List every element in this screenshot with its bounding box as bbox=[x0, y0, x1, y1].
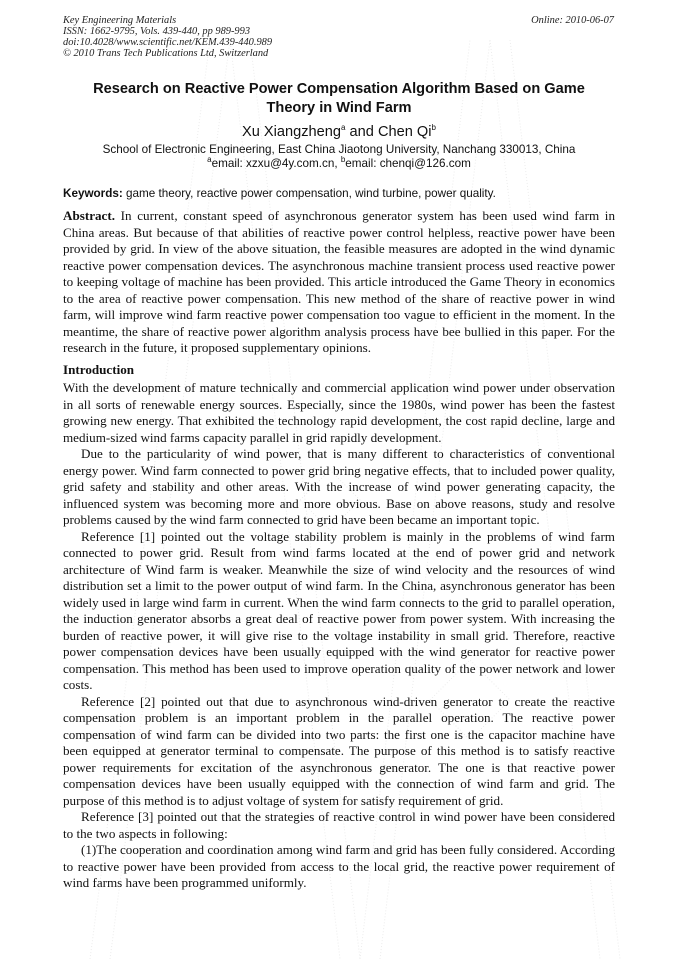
paragraph: With the development of mature technically and commercial application wind power under observation in all sorts of renewable energy sources. Especially, since the 1980s, wind power has been the fastest growing new energy. That exhibited the technology rapid development, the cost rapid decline, large and medium-sized wind farms capacity parallel in grid rapidly development. bbox=[63, 380, 615, 445]
journal-name: Key Engineering Materials bbox=[63, 15, 177, 26]
online-date: Online: 2010-06-07 bbox=[531, 15, 614, 26]
issn-line: ISSN: 1662-9795, Vols. 439-440, pp 989-993 bbox=[63, 26, 251, 37]
title-line-2: Theory in Wind Farm bbox=[266, 100, 412, 116]
copyright-line: © 2010 Trans Tech Publications Ltd, Switzerland bbox=[63, 48, 269, 59]
paragraph: Reference [3] pointed out that the strategies of reactive control in wind power have been considered to the two aspects in following: bbox=[63, 809, 615, 841]
keywords-label: Keywords: bbox=[63, 187, 123, 200]
abstract bbox=[63, 208, 615, 357]
email-mark: b bbox=[340, 155, 346, 165]
paragraph: Due to the particularity of wind power, that is many different to characteristics of conventional energy power. Wind farm connected to power grid bring negative effects, that to included power quality, grid safety and stability and other areas. With the increase of wind power generating capacity, the influenced system was becoming more and more obvious. Base on above reasons, study and resolve problems caused by the wind farm connected to grid have been became an important topic. bbox=[63, 446, 615, 527]
email-mark: a bbox=[207, 155, 212, 165]
paragraph: Reference [2] pointed out that due to asynchronous wind-driven generator to create the reactive compensation problem is an important problem in the parallel operation. The reactive power compensation of wind farm can be divided into two parts: the first one is the capacitor machine have been equipped at generator terminal to compensate. The purpose of this method is to satisfy reactive power requirements for excitation of the asynchronous generator. The one is that reactive power compensation devices have been usually equipped with the connection of wind farm and grid. The purpose of this method is to adjust voltage of system for satisfy requirement of grid. bbox=[63, 693, 615, 808]
abstract-label: Abstract. bbox=[63, 208, 115, 223]
abstract-text: In current, constant speed of asynchronous generator system has been used wind farm in China areas. But because of that abilities of reactive power control helpless, reactive power have been provided by grid. In view of the above situation, the feasible measures are adopted in the wind dynamic reactive power compensation devices. The asynchronous machine transient process used reactive power to keeping voltage of machine has been provided. This article introduced the Game Theory in economics to the area of reactive power compensation. This new method of the share of reactive power in wind farm, will improve wind farm reactive power compensation too vague to efficient in the moment. In the meantime, the share of reactive power algorithm analysis process have bee bullied in this paper. For the research in the future, it proposed supplementary opinions. bbox=[63, 208, 615, 355]
keywords-text: game theory, reactive power compensation, wind turbine, power quality. bbox=[122, 187, 496, 200]
paragraph: Reference [1] pointed out the voltage stability problem is mainly in the problems of wind farm connected to power grid. Result from wind farms located at the end of power grid and network architecture of Wind farm is weaker. Meanwhile the size of wind velocity and the resources of wind distribution set a limit to the power output of wind farm. In the China, asynchronous generator has been widely used in large wind farm in current. When the wind farm connects to the grid to parallel operation, the induction generator absorbs a great deal of reactive power from power system. With increasing the burden of reactive power, it will give rise to the voltage instability in small grid. Therefore, reactive power compensation devices have been usually equipped with the wind generator for reactive power compensation. This method has been used to improve operation quality of the power network and lower costs. bbox=[63, 528, 615, 692]
email-b[interactable]: email: chenqi@126.com bbox=[345, 157, 471, 170]
journal-header bbox=[63, 15, 272, 59]
introduction-body bbox=[63, 380, 615, 892]
email-a[interactable]: email: xzxu@4y.com.cn, bbox=[211, 157, 341, 170]
authors-joiner: and bbox=[345, 124, 378, 140]
author-mark: a bbox=[341, 123, 346, 133]
author-mark: b bbox=[431, 123, 436, 133]
doi-line[interactable]: doi:10.4028/www.scientific.net/KEM.439-440.989 bbox=[63, 37, 273, 48]
section-heading-introduction: Introduction bbox=[63, 362, 135, 377]
authors bbox=[40, 123, 638, 141]
affiliation: School of Electronic Engineering, East China Jiaotong University, Nanchang 330013, China bbox=[102, 143, 576, 156]
author-name: Xu Xiangzheng bbox=[242, 124, 342, 140]
author-name: Chen Qi bbox=[377, 124, 432, 140]
paragraph: (1)The cooperation and coordination among wind farm and grid has been fully considered. According to reactive power have been provided from access to the local grid, the reactive power requirement of wind farms have been programmed uniformly. bbox=[63, 842, 615, 890]
title-line-1: Research on Reactive Power Compensation Algorithm Based on Game bbox=[93, 81, 585, 97]
author-emails bbox=[40, 157, 638, 171]
keywords bbox=[63, 187, 623, 201]
paper-title bbox=[40, 80, 638, 118]
